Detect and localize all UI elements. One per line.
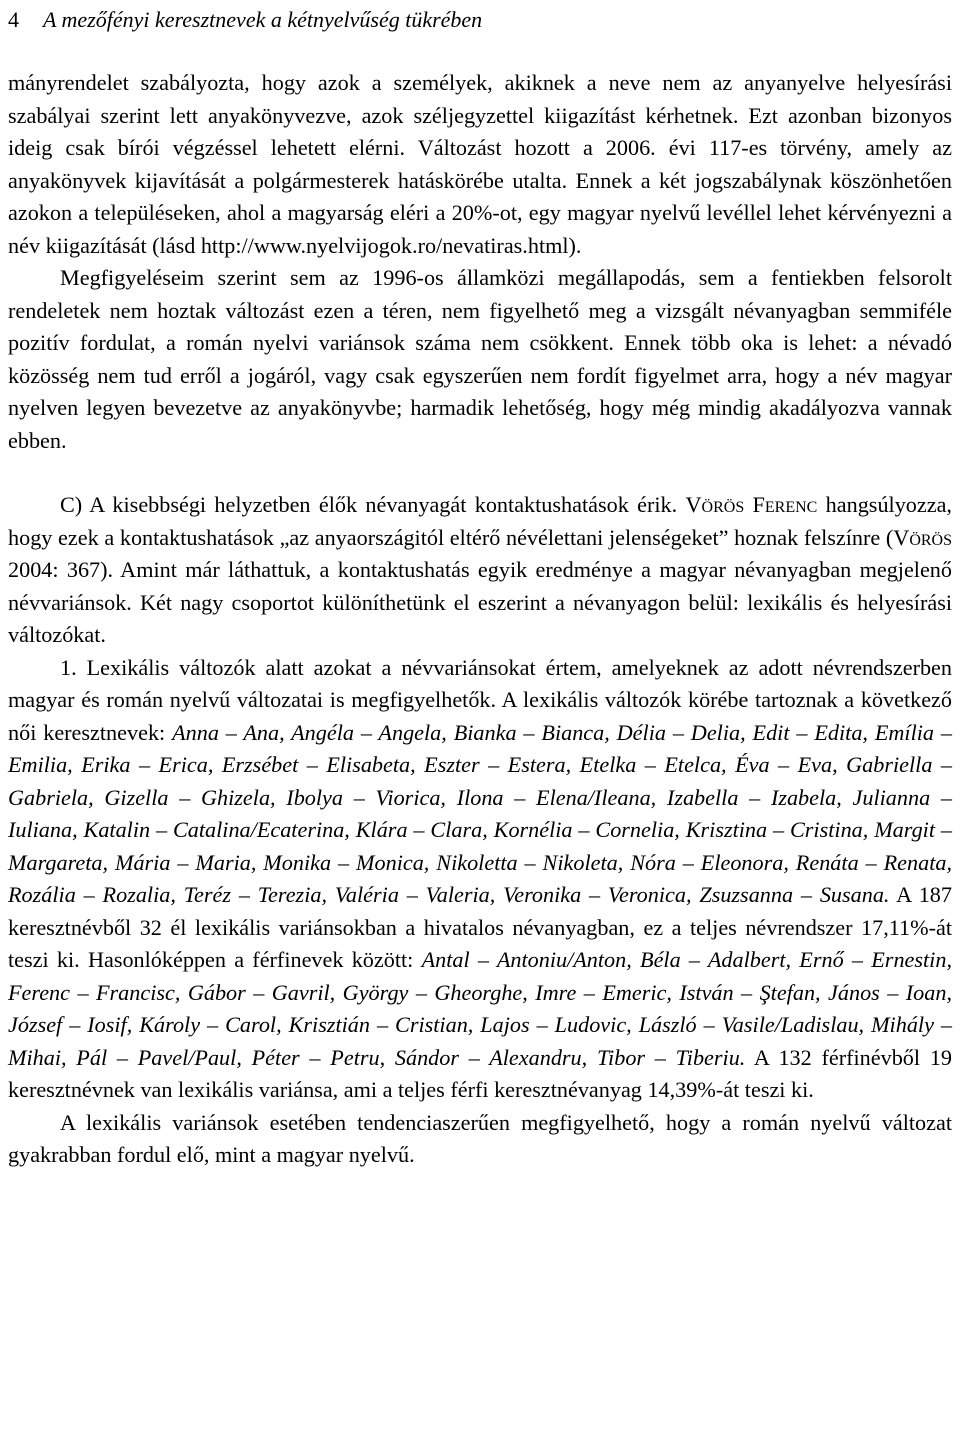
female-name-list: Anna – Ana, Angéla – Angela, Bianka – Bianca, Délia – Delia, Edit – Edita, Emília – Emilia, Erika – Erica, Erzsébet – Elisabeta, Eszter – Estera, Etelka – Etelca, Éva – Eva, Gabriella – Gabriela, Gizella – Ghizela, Ibolya – Viorica, Ilona – Elena/Ileana, Izabella – Izabela, Julianna – Iuliana, Katalin – Catalina/Ecaterina, Klára – Clara, Kornélia – Cornelia, Krisztina – Cristina, Margit – Margareta, Mária – Maria, Monika – Monica, Nikoletta – Nikoleta, Nóra – Eleonora, Renáta – Renata, Rozália – Rozalia, Teréz – Terezia, Valéria – Valeria, Veronika – Veronica, Zsuzsanna – Susana.	[8, 719, 952, 907]
male-name-list: Antal – Antoniu/Anton, Béla – Adalbert, Ernő – Ernestin, Ferenc – Francisc, Gábor – Gavril, György – Gheorghe, Imre – Emeric, István – Ştefan, János – Ioan, József – Iosif, Károly – Carol, Krisztián – Cristian, Lajos – Ludovic, László – Vasile/Ladislau, Mihály – Mihai, Pál – Pavel/Paul, Péter – Petru, Sándor – Alexandru, Tibor – Tiberiu.	[8, 947, 952, 1070]
paragraph-conclusion	[8, 1107, 952, 1172]
running-title: A mezőfényi keresztnevek a kétnyelvűség tükrében	[43, 7, 483, 32]
paragraph-text: 2004: 367). Amint már láthattuk, a kontaktushatás egyik eredménye a magyar névanyagban megjelenő névvariánsok. Két nagy csoportot különíthetünk el eszerint a névanyagon belül: lexikális és helyesírási változókat.	[8, 557, 952, 647]
paragraph-name-registration	[8, 67, 952, 262]
paragraph-gap	[8, 457, 952, 489]
paragraph-text: 1. Lexikális változók alatt azokat a névvariánsokat értem, amelyeknek az adott névrendszerben magyar és román nyelvű változatai is megfigyelhetők. A lexikális változók körébe tartoznak a következő női keresztnevek:	[8, 654, 952, 745]
paragraph-text: A 187 keresztnévből 32 él lexikális variánsokban a hivatalos névanyagban, ez a teljes névrendszer 17,11%-át teszi ki. Hasonlóképpen a férfinevek között:	[8, 882, 952, 972]
paragraph-text: C) A kisebbségi helyzetben élők névanyagát kontaktushatások érik.	[60, 492, 686, 517]
paragraph-text: mányrendelet szabályozta, hogy azok a személyek, akiknek a neve nem az anyanyelve helyesírási szabályai szerint lett anyakönyvezve, azok széljegyzettel kiigazítást kérhetnek. Ezt azonban bizonyos ideig csak bírói végzéssel lehetett elérni. Változást hozott a 2006. évi 117-es törvény, amely az anyakönyvek kijavítását a polgármesterek hatáskörébe utalta. Ennek a két jogszabálynak köszönhetően azokon a településeken, ahol a magyarság eléri a 20%-ot, egy magyar nyelvű levéllel lehet kérvényezni a név kiigazítását (lásd http://www.nyelvijogok.ro/nevatiras.html).	[8, 70, 952, 258]
paragraph-text: A lexikális variánsok esetében tendenciaszerűen megfigyelhető, hogy a román nyelvű változat gyakrabban fordul elő, mint a magyar nyelvű.	[8, 1109, 952, 1167]
citation-author: Vörös	[893, 524, 952, 550]
paragraph-text: Megfigyeléseim szerint sem az 1996-os államközi megállapodás, sem a fentiekben felsorolt rendeletek nem hoztak változást ezen a téren, nem figyelhető meg a vizsgált névanyagban semmiféle pozitív fordulat, a román nyelvi variánsok száma nem csökkent. Ennek több oka is lehet: a névadó közösség nem tud erről a jogáról, vagy csak egyszerűen nem fordít figyelmet arra, hogy a név magyar nyelven legyen bevezetve az anyakönyvbe; harmadik lehetőség, hogy még mindig akadályozva vannak ebben.	[8, 265, 952, 453]
paragraph-text: hangsúlyozza, hogy ezek a kontaktushatások „az anyaországitól eltérő névélettani jelenségeket” hoznak felszínre (	[8, 492, 952, 550]
author-name: Vörös Ferenc	[685, 492, 818, 517]
paragraph-lexical-variables	[8, 652, 952, 1107]
page-body	[8, 67, 952, 1172]
paragraph-text: A 132 férfinévből 19 keresztnévnek van lexikális variánsa, ami a teljes férfi keresztnévanyag 14,39%-át teszi ki.	[8, 1044, 953, 1102]
page-number: 4	[8, 7, 19, 32]
paragraph-observations	[8, 262, 952, 457]
paragraph-contact-effects	[8, 489, 952, 652]
running-header	[8, 4, 952, 36]
